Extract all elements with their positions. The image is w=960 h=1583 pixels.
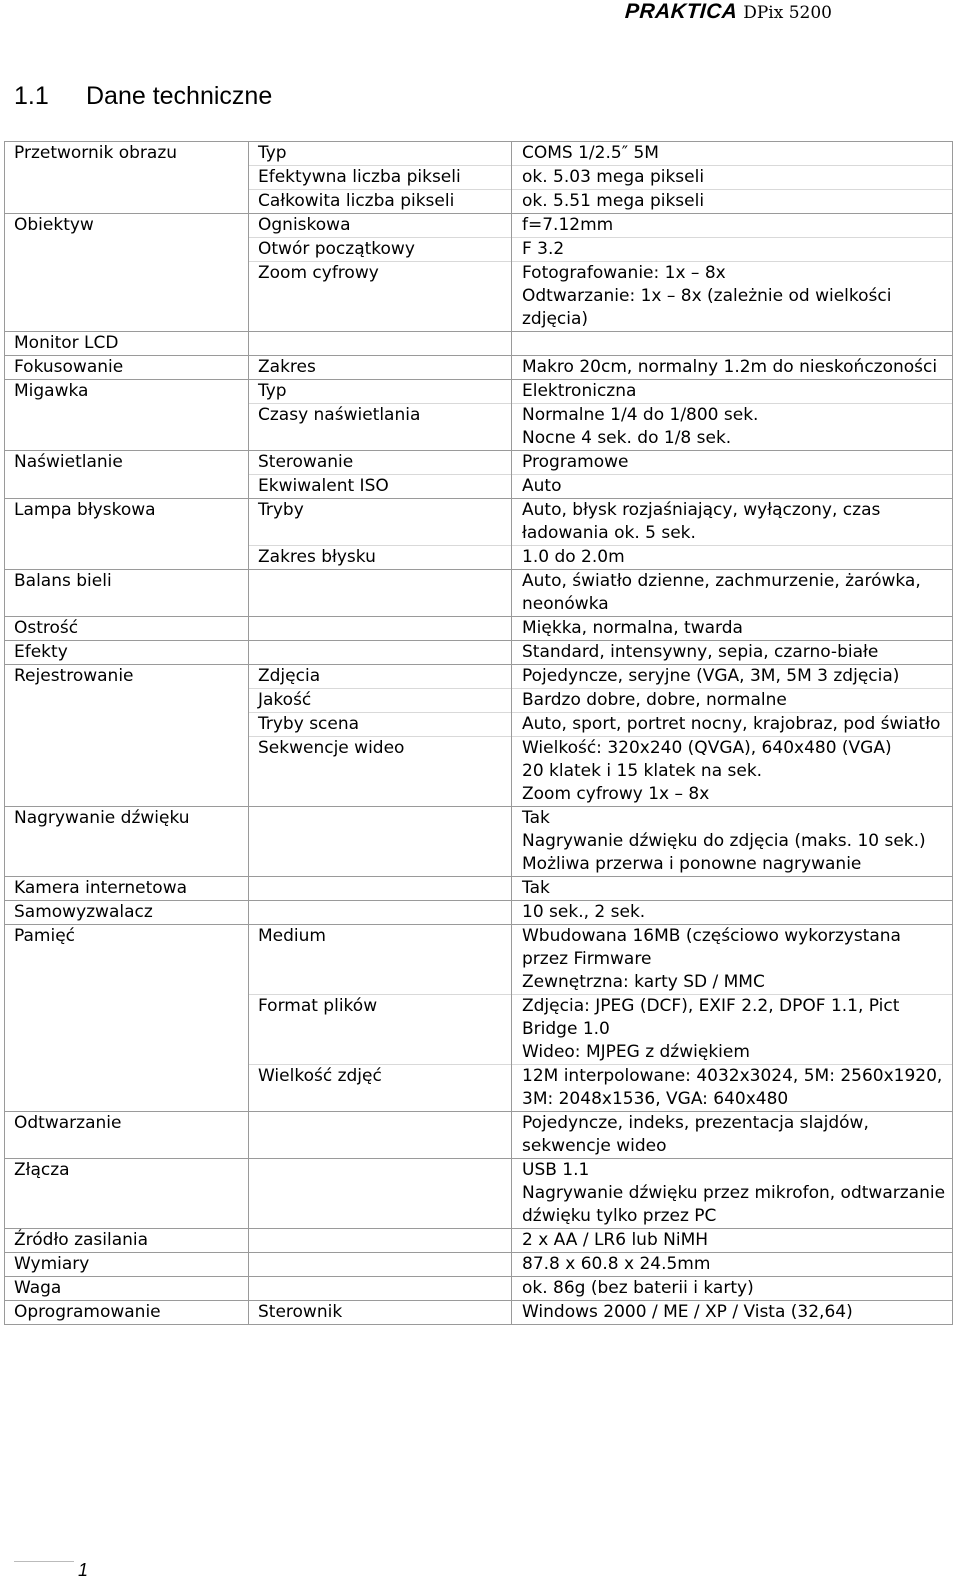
spec-param-cell	[249, 737, 512, 807]
spec-value-cell	[512, 617, 953, 641]
spec-param-text: Całkowita liczba pikseli	[258, 191, 455, 211]
spec-row	[5, 1229, 953, 1253]
spec-row	[5, 1159, 953, 1229]
spec-row	[5, 877, 953, 901]
spec-value-text: ok. 5.03 mega pikseli	[522, 167, 705, 187]
spec-value-text: Makro 20cm, normalny 1.2m do nieskończoności	[522, 357, 938, 377]
spec-group-cell	[5, 238, 249, 262]
footer-divider	[14, 1561, 74, 1562]
spec-value-text: Nagrywanie dźwięku przez mikrofon, odtwarzanie dźwięku tylko przez PC	[522, 1183, 946, 1226]
spec-value-cell	[512, 404, 953, 451]
spec-group-cell	[5, 570, 249, 617]
spec-row	[5, 546, 953, 570]
spec-row	[5, 404, 953, 451]
spec-group-text: Balans bieli	[14, 571, 112, 591]
spec-param-cell	[249, 380, 512, 404]
spec-param-cell	[249, 617, 512, 641]
spec-value-cell	[512, 1159, 953, 1229]
spec-param-cell	[249, 1159, 512, 1229]
spec-param-text: Czasy naświetlania	[258, 405, 421, 425]
spec-group-cell	[5, 356, 249, 380]
spec-value-cell	[512, 1253, 953, 1277]
spec-param-cell	[249, 214, 512, 238]
spec-row	[5, 475, 953, 499]
spec-group-text: Migawka	[14, 381, 89, 401]
spec-value-text: Tak	[522, 808, 550, 828]
spec-value-cell	[512, 166, 953, 190]
spec-row	[5, 1253, 953, 1277]
spec-param-cell	[249, 238, 512, 262]
spec-row	[5, 689, 953, 713]
spec-group-cell	[5, 404, 249, 451]
spec-group-cell	[5, 665, 249, 689]
spec-param-cell	[249, 475, 512, 499]
spec-row	[5, 238, 953, 262]
spec-group-cell	[5, 451, 249, 475]
spec-table	[4, 141, 953, 1325]
spec-value-text: Miękka, normalna, twarda	[522, 618, 743, 638]
spec-value-text: Zoom cyfrowy 1x – 8x	[522, 784, 710, 804]
spec-group-cell	[5, 1229, 249, 1253]
spec-group-cell	[5, 262, 249, 332]
spec-row	[5, 142, 953, 166]
spec-value-cell	[512, 1112, 953, 1159]
spec-value-text: COMS 1/2.5″ 5M	[522, 143, 659, 163]
spec-param-text: Tryby scena	[258, 714, 360, 734]
spec-value-text: 20 klatek i 15 klatek na sek.	[522, 761, 763, 781]
spec-param-cell	[249, 1229, 512, 1253]
spec-value-text: USB 1.1	[522, 1160, 590, 1180]
spec-value-text: 2 x AA / LR6 lub NiMH	[522, 1230, 709, 1250]
spec-value-text: Możliwa przerwa i ponowne nagrywanie	[522, 854, 862, 874]
spec-value-cell	[512, 499, 953, 546]
spec-param-cell	[249, 190, 512, 214]
spec-value-cell	[512, 901, 953, 925]
spec-group-text: Efekty	[14, 642, 68, 662]
spec-param-text: Zakres błysku	[258, 547, 376, 567]
spec-row	[5, 617, 953, 641]
spec-value-text: Bardzo dobre, dobre, normalne	[522, 690, 787, 710]
spec-param-cell	[249, 807, 512, 877]
spec-group-text: Źródło zasilania	[14, 1230, 149, 1250]
spec-group-text: Waga	[14, 1278, 62, 1298]
spec-group-cell	[5, 641, 249, 665]
brand-model: DPix 5200	[743, 3, 832, 23]
spec-param-text: Typ	[258, 381, 287, 401]
spec-value-cell	[512, 713, 953, 737]
spec-row	[5, 332, 953, 356]
spec-row	[5, 713, 953, 737]
spec-row	[5, 1277, 953, 1301]
spec-value-cell	[512, 214, 953, 238]
spec-param-cell	[249, 877, 512, 901]
spec-value-cell	[512, 1065, 953, 1112]
spec-param-cell	[249, 570, 512, 617]
spec-param-text: Tryby	[258, 500, 304, 520]
spec-param-text: Sterowanie	[258, 452, 354, 472]
spec-param-cell	[249, 404, 512, 451]
spec-param-text: Typ	[258, 143, 287, 163]
spec-group-cell	[5, 713, 249, 737]
spec-value-cell	[512, 451, 953, 475]
spec-value-text: 1.0 do 2.0m	[522, 547, 625, 567]
spec-group-cell	[5, 214, 249, 238]
spec-value-text: Zdjęcia: JPEG (DCF), EXIF 2.2, DPOF 1.1, Pict Bridge 1.0	[522, 996, 900, 1039]
spec-row	[5, 570, 953, 617]
spec-value-text: Auto, błysk rozjaśniający, wyłączony, czas ładowania ok. 5 sek.	[522, 500, 881, 543]
spec-value-cell	[512, 737, 953, 807]
spec-param-text: Jakość	[258, 690, 312, 710]
spec-group-text: Naświetlanie	[14, 452, 123, 472]
spec-param-text: Otwór początkowy	[258, 239, 415, 259]
spec-param-cell	[249, 499, 512, 546]
spec-row	[5, 451, 953, 475]
spec-group-text: Przetwornik obrazu	[14, 143, 178, 163]
spec-param-text: Format plików	[258, 996, 378, 1016]
spec-group-cell	[5, 166, 249, 190]
brand-header	[625, 0, 832, 22]
spec-param-cell	[249, 1253, 512, 1277]
spec-row	[5, 166, 953, 190]
spec-group-text: Odtwarzanie	[14, 1113, 122, 1133]
spec-group-text: Ostrość	[14, 618, 79, 638]
spec-param-cell	[249, 1277, 512, 1301]
spec-group-cell	[5, 1159, 249, 1229]
spec-row	[5, 995, 953, 1065]
spec-group-text: Oprogramowanie	[14, 1302, 161, 1322]
spec-value-text: Wideo: MJPEG z dźwiękiem	[522, 1042, 750, 1062]
spec-row	[5, 641, 953, 665]
spec-group-cell	[5, 995, 249, 1065]
spec-param-text: Medium	[258, 926, 326, 946]
spec-value-text: Standard, intensywny, sepia, czarno-białe	[522, 642, 879, 662]
spec-group-cell	[5, 1277, 249, 1301]
spec-group-cell	[5, 546, 249, 570]
spec-group-cell	[5, 1301, 249, 1325]
spec-group-text: Złącza	[14, 1160, 70, 1180]
spec-value-cell	[512, 1301, 953, 1325]
spec-value-cell	[512, 262, 953, 332]
spec-value-cell	[512, 689, 953, 713]
spec-row	[5, 807, 953, 877]
spec-group-cell	[5, 877, 249, 901]
spec-param-text: Efektywna liczba pikseli	[258, 167, 461, 187]
spec-param-text: Ogniskowa	[258, 215, 351, 235]
spec-value-cell	[512, 190, 953, 214]
spec-param-cell	[249, 262, 512, 332]
spec-value-cell	[512, 1229, 953, 1253]
spec-value-text: Nocne 4 sek. do 1/8 sek.	[522, 428, 732, 448]
spec-value-text: Windows 2000 / ME / XP / Vista (32,64)	[522, 1302, 853, 1322]
spec-group-text: Wymiary	[14, 1254, 90, 1274]
spec-group-text: Obiektyw	[14, 215, 94, 235]
spec-row	[5, 925, 953, 995]
section-title: Dane techniczne	[86, 82, 273, 110]
spec-param-cell	[249, 689, 512, 713]
spec-group-text: Fokusowanie	[14, 357, 124, 377]
spec-param-cell	[249, 451, 512, 475]
spec-param-cell	[249, 356, 512, 380]
spec-group-cell	[5, 142, 249, 166]
spec-group-cell	[5, 499, 249, 546]
spec-value-text: Odtwarzanie: 1x – 8x (zależnie od wielkości zdjęcia)	[522, 286, 892, 329]
spec-param-cell	[249, 142, 512, 166]
spec-param-cell	[249, 713, 512, 737]
spec-value-cell	[512, 1277, 953, 1301]
spec-param-text: Wielkość zdjęć	[258, 1066, 382, 1086]
spec-value-cell	[512, 877, 953, 901]
spec-group-cell	[5, 190, 249, 214]
spec-param-cell	[249, 1112, 512, 1159]
spec-param-text: Zdjęcia	[258, 666, 321, 686]
spec-param-cell	[249, 641, 512, 665]
spec-param-cell	[249, 995, 512, 1065]
spec-param-text: Sterownik	[258, 1302, 343, 1322]
spec-value-text: ok. 86g (bez baterii i karty)	[522, 1278, 754, 1298]
spec-value-text: Auto, światło dzienne, zachmurzenie, żarówka, neonówka	[522, 571, 921, 614]
spec-value-text: Wielkość: 320x240 (QVGA), 640x480 (VGA)	[522, 738, 892, 758]
spec-value-cell	[512, 475, 953, 499]
spec-value-text: 87.8 x 60.8 x 24.5mm	[522, 1254, 711, 1274]
spec-value-text: Auto	[522, 476, 562, 496]
spec-value-cell	[512, 570, 953, 617]
spec-param-text: Zakres	[258, 357, 316, 377]
page-number: 1	[78, 1560, 89, 1580]
spec-value-cell	[512, 142, 953, 166]
spec-table-body	[5, 142, 953, 1325]
spec-param-cell	[249, 665, 512, 689]
spec-value-text: Normalne 1/4 do 1/800 sek.	[522, 405, 759, 425]
spec-group-text: Pamięć	[14, 926, 75, 946]
spec-group-cell	[5, 1112, 249, 1159]
spec-group-text: Samowyzwalacz	[14, 902, 153, 922]
spec-value-text: Wbudowana 16MB (częściowo wykorzystana przez Firmware	[522, 926, 901, 969]
spec-value-cell	[512, 238, 953, 262]
spec-param-cell	[249, 1065, 512, 1112]
spec-group-text: Kamera internetowa	[14, 878, 188, 898]
spec-row	[5, 1112, 953, 1159]
spec-row	[5, 737, 953, 807]
spec-row	[5, 499, 953, 546]
spec-row	[5, 1065, 953, 1112]
spec-value-cell	[512, 665, 953, 689]
spec-row	[5, 380, 953, 404]
spec-group-cell	[5, 901, 249, 925]
spec-row	[5, 190, 953, 214]
section-number: 1.1	[14, 82, 49, 110]
spec-value-cell	[512, 807, 953, 877]
spec-value-text: Auto, sport, portret nocny, krajobraz, pod światło	[522, 714, 941, 734]
spec-group-cell	[5, 925, 249, 995]
spec-value-text: 12M interpolowane: 4032x3024, 5M: 2560x1920, 3M: 2048x1536, VGA: 640x480	[522, 1066, 943, 1109]
spec-value-text: Programowe	[522, 452, 629, 472]
spec-param-text: Sekwencje wideo	[258, 738, 405, 758]
spec-param-text: Zoom cyfrowy	[258, 263, 379, 283]
spec-param-cell	[249, 332, 512, 356]
spec-group-cell	[5, 332, 249, 356]
spec-param-cell	[249, 925, 512, 995]
spec-value-cell	[512, 356, 953, 380]
spec-value-text: Zewnętrzna: karty SD / MMC	[522, 972, 765, 992]
spec-value-text: F 3.2	[522, 239, 565, 259]
spec-value-text: f=7.12mm	[522, 215, 614, 235]
spec-group-cell	[5, 807, 249, 877]
spec-row	[5, 214, 953, 238]
spec-row	[5, 262, 953, 332]
spec-value-cell	[512, 380, 953, 404]
section-heading	[14, 82, 272, 111]
spec-group-cell	[5, 1253, 249, 1277]
spec-param-cell	[249, 901, 512, 925]
spec-value-cell	[512, 641, 953, 665]
spec-value-cell	[512, 925, 953, 995]
spec-param-text: Ekwiwalent ISO	[258, 476, 389, 496]
spec-param-cell	[249, 166, 512, 190]
spec-value-cell	[512, 995, 953, 1065]
spec-value-text: Nagrywanie dźwięku do zdjęcia (maks. 10 sek.)	[522, 831, 926, 851]
spec-row	[5, 1301, 953, 1325]
spec-group-cell	[5, 737, 249, 807]
spec-value-text: Elektroniczna	[522, 381, 637, 401]
spec-row	[5, 356, 953, 380]
spec-group-cell	[5, 617, 249, 641]
spec-param-cell	[249, 546, 512, 570]
spec-value-text: Pojedyncze, indeks, prezentacja slajdów, sekwencje wideo	[522, 1113, 869, 1156]
spec-value-text: ok. 5.51 mega pikseli	[522, 191, 705, 211]
spec-value-text: Fotografowanie: 1x – 8x	[522, 263, 726, 283]
spec-value-text: Pojedyncze, seryjne (VGA, 3M, 5M 3 zdjęcia)	[522, 666, 900, 686]
spec-row	[5, 665, 953, 689]
spec-group-text: Monitor LCD	[14, 333, 119, 353]
spec-value-cell	[512, 332, 953, 356]
spec-row	[5, 901, 953, 925]
spec-group-cell	[5, 689, 249, 713]
spec-value-cell	[512, 546, 953, 570]
spec-group-text: Rejestrowanie	[14, 666, 134, 686]
spec-group-text: Nagrywanie dźwięku	[14, 808, 190, 828]
brand-logo: PRAKTICA	[623, 0, 739, 23]
spec-value-text: Tak	[522, 878, 550, 898]
spec-group-cell	[5, 1065, 249, 1112]
spec-param-cell	[249, 1301, 512, 1325]
spec-group-text: Lampa błyskowa	[14, 500, 156, 520]
spec-group-cell	[5, 475, 249, 499]
spec-value-text: 10 sek., 2 sek.	[522, 902, 646, 922]
spec-group-cell	[5, 380, 249, 404]
